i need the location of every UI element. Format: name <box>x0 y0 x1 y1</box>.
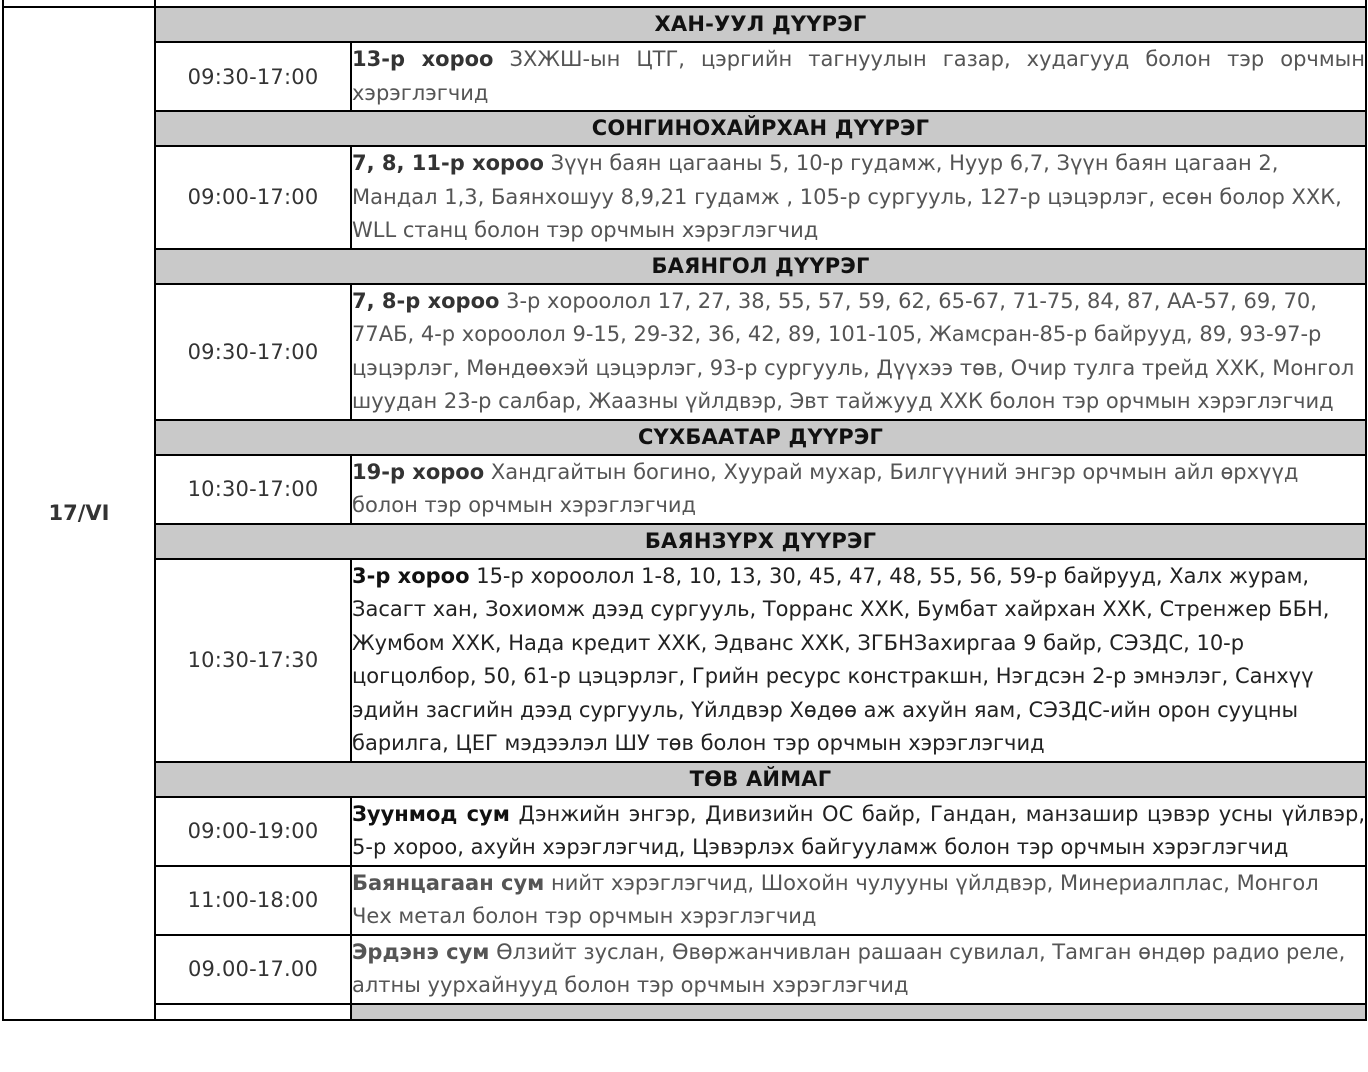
area-name: 7, 8, 11-р хороо <box>352 151 544 175</box>
time-cell: 10:30-17:30 <box>155 559 351 762</box>
area-details: нийт хэрэглэгчид, Шохойн чулууны үйлдвэр, Минериалплас, Монгол Чех метал болон тэр орчмын хэрэглэгчид <box>352 870 1319 928</box>
area-name: 19-р хороо <box>352 459 485 484</box>
area-name: Баянцагаан сум <box>352 870 545 895</box>
date-cell: 17/VI <box>3 7 155 1020</box>
area-name: 3-р хороо <box>352 563 470 588</box>
area-details: Өлзийт зуслан, Өвөржанчивлан рашаан сувилал, Тамган өндөр радио реле, алтны уурхайнууд болон тэр орчмын хэрэглэгчид <box>352 939 1346 997</box>
table-row <box>3 797 1366 866</box>
table-row <box>3 42 1366 111</box>
description-cell <box>351 146 1366 249</box>
area-details: 15-р хороолол 1-8, 10, 13, 30, 45, 47, 48, 55, 56, 59-р байрууд, Халх журам, Засагт хан, Зохиомж дээд сургууль, Торранс ХХК, Бумбат хайрхан ХХК, Стренжер ББН, Жумбом ХХК, Нада кредит ХХК, Эдванс ХХК, ЗГБНЗахиргаа 9 байр, СЭЗДС, 10-р цогцолбор, 50, 61-р цэцэрлэг, Грийн ресурс констракшн, Нэгдсэн 2-р эмнэлэг, Санхүү эдийн засгийн дээд сургууль, Үйлдвэр Хөдөө аж ахуйн яам, СЭЗДС-ийн орон сууцны барилга, ЦЕГ мэдээлэл ШУ төв болон тэр орчмын хэрэглэгчид <box>352 563 1330 755</box>
area-details: Зүүн баян цагааны 5, 10-р гудамж, Нуур 6,7, Зүүн баян цагаан 2, Мандал 1,3, Баянхошуу 8,9,21 гудамж , 105-р сургууль, 127-р цэцэрлэг, есөн болор ХХК, WLL станц болон тэр орчмын хэрэглэгчид <box>352 151 1342 242</box>
next-content-cell <box>351 1004 1366 1020</box>
description-cell <box>351 455 1366 524</box>
description-cell <box>351 935 1366 1004</box>
area-name: 7, 8-р хороо <box>352 288 500 313</box>
time-cell: 09:30-17:00 <box>155 284 351 420</box>
time-cell: 11:00-18:00 <box>155 866 351 935</box>
area-details: Дэнжийн энгэр, Дивизийн ОС байр, Гандан, манзашир цэвэр усны үйлвэр, 5-р хороо, ахуйн хэрэглэгчид, Цэвэрлэх байгууламж болон тэр орчмын хэрэглэгчид <box>352 801 1365 859</box>
description-cell <box>351 797 1366 866</box>
district-header-khan-uul: ХАН-УУЛ ДҮҮРЭГ <box>155 7 1366 42</box>
table-row <box>3 559 1366 762</box>
description-cell <box>351 559 1366 762</box>
outage-schedule-table <box>2 0 1367 1021</box>
district-header-bayangol: БАЯНГОЛ ДҮҮРЭГ <box>155 249 1366 284</box>
time-cell: 10:30-17:00 <box>155 455 351 524</box>
area-name: 13-р хороо <box>352 47 494 71</box>
district-header-row <box>3 249 1366 284</box>
district-header-row <box>3 762 1366 797</box>
area-details: 3-р хороолол 17, 27, 38, 55, 57, 59, 62, 65-67, 71-75, 84, 87, АА-57, 69, 70, 77АБ, 4-р хороолол 9-15, 29-32, 36, 42, 89, 101-105, Жамсран-85-р байрууд, 89, 93-97-р цэцэрлэг, Мөндөөхэй цэцэрлэг, 93-р сургууль, Дүүхээ төв, Очир тулга трейд ХХК, Монгол шуудан 23-р салбар, Жаазны үйлдвэр, Эвт тайжууд ХХК болон тэр орчмын хэрэглэгчид <box>352 288 1355 413</box>
description-cell <box>351 42 1366 111</box>
district-header-tuv-aimag: ТӨВ АЙМАГ <box>155 762 1366 797</box>
area-name: Зуунмод сум <box>352 801 510 826</box>
previous-row-cut <box>3 0 1366 7</box>
time-cell: 09:30-17:00 <box>155 42 351 111</box>
time-cell: 09:00-19:00 <box>155 797 351 866</box>
description-cell <box>351 866 1366 935</box>
table-row <box>3 284 1366 420</box>
area-details: Хандгайтын богино, Хуурай мухар, Билгүүний энгэр орчмын айл өрхүүд болон тэр орчмын хэрэглэгчид <box>352 459 1299 517</box>
district-header-bayanzurkh: БАЯНЗҮРХ ДҮҮРЭГ <box>155 524 1366 559</box>
district-header-row <box>3 420 1366 455</box>
time-cell: 09:00-17:00 <box>155 146 351 249</box>
district-header-row <box>3 111 1366 146</box>
time-cell: 09.00-17.00 <box>155 935 351 1004</box>
prev-date-cell <box>3 0 155 7</box>
table-row <box>3 146 1366 249</box>
area-details: ЗХЖШ-ын ЦТГ, цэргийн тагнуулын газар, худагууд болон тэр орчмын хэрэглэгчид <box>352 47 1365 105</box>
description-cell <box>351 284 1366 420</box>
area-name: Эрдэнэ сум <box>352 939 490 964</box>
next-row-cut <box>3 1004 1366 1020</box>
district-header-row <box>3 524 1366 559</box>
next-date-cell <box>155 1004 351 1020</box>
table-row <box>3 935 1366 1004</box>
table-row <box>3 866 1366 935</box>
district-header-songinokhairkhan: СОНГИНОХАЙРХАН ДҮҮРЭГ <box>155 111 1366 146</box>
district-header-row <box>3 7 1366 42</box>
table-row <box>3 455 1366 524</box>
prev-content-cell <box>155 0 1366 7</box>
district-header-sukhbaatar: СҮХБААТАР ДҮҮРЭГ <box>155 420 1366 455</box>
